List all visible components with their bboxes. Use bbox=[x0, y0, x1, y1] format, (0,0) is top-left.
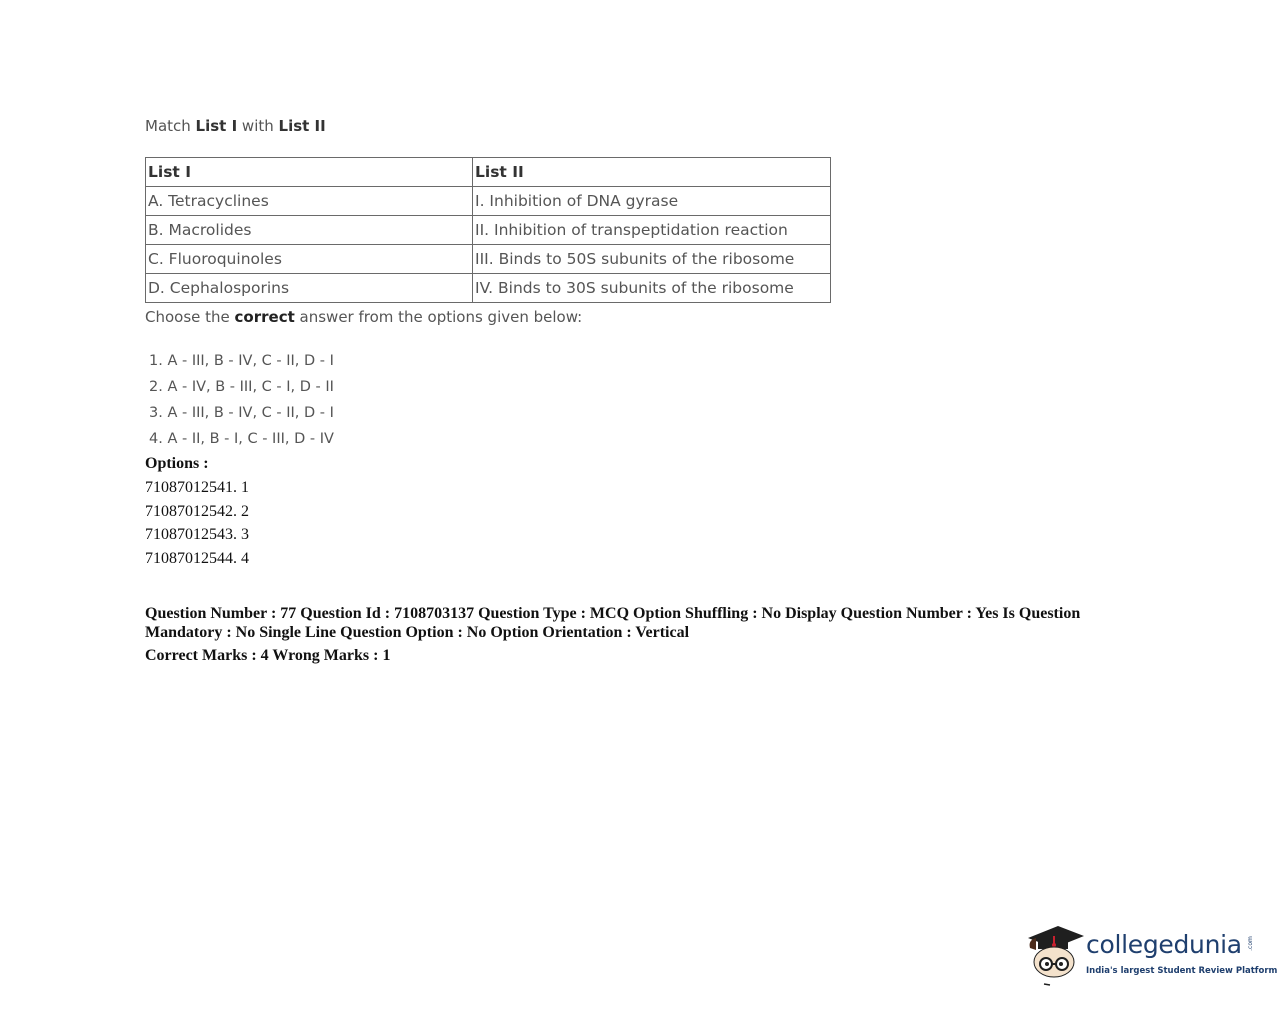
answer-option: 4. A - II, B - I, C - III, D - IV bbox=[149, 431, 334, 447]
option-id-item: 71087012542. 2 bbox=[145, 502, 249, 520]
list1-header: List I bbox=[146, 158, 473, 187]
list1-cell: D. Cephalosporins bbox=[146, 274, 473, 303]
logo-tagline: India's largest Student Review Platform bbox=[1086, 966, 1278, 976]
list2-cell: I. Inhibition of DNA gyrase bbox=[473, 187, 831, 216]
intro-prefix: Match bbox=[145, 117, 196, 135]
table-row bbox=[146, 274, 831, 303]
table-row bbox=[146, 187, 831, 216]
list2-cell: II. Inhibition of transpeptidation reaction bbox=[473, 216, 831, 245]
table-header-row bbox=[146, 158, 831, 187]
intro-list2: List II bbox=[278, 117, 326, 135]
answer-option: 1. A - III, B - IV, C - II, D - I bbox=[149, 353, 334, 369]
match-table bbox=[145, 157, 831, 303]
intro-list1: List I bbox=[195, 117, 238, 135]
list2-header: List II bbox=[473, 158, 831, 187]
marks-info: Correct Marks : 4 Wrong Marks : 1 bbox=[145, 647, 391, 664]
collegedunia-logo bbox=[1024, 918, 1278, 990]
option-id-item: 71087012543. 3 bbox=[145, 526, 249, 544]
choose-suffix: answer from the options given below: bbox=[294, 308, 583, 326]
option-id-list bbox=[145, 479, 249, 574]
list2-cell: IV. Binds to 30S subunits of the ribosome bbox=[473, 274, 831, 303]
logo-suffix: .com bbox=[1246, 936, 1254, 951]
question-metadata: Question Number : 77 Question Id : 7108703137 Question Type : MCQ Option Shuffling : No Display Question Number : Yes Is Question Mandatory : No Single Line Question Option : No Option Orientation : Vertical bbox=[145, 605, 1081, 641]
table-row bbox=[146, 216, 831, 245]
option-id-item: 71087012544. 4 bbox=[145, 550, 249, 568]
intro-mid: with bbox=[237, 117, 279, 135]
list1-cell: C. Fluoroquinoles bbox=[146, 245, 473, 274]
choose-instruction bbox=[145, 308, 582, 326]
list1-cell: A. Tetracyclines bbox=[146, 187, 473, 216]
mascot-icon bbox=[1024, 918, 1086, 990]
logo-wordmark: collegedunia bbox=[1086, 930, 1242, 959]
option-id-item: 71087012541. 1 bbox=[145, 479, 249, 496]
options-heading: Options : bbox=[145, 455, 209, 472]
list1-cell: B. Macrolides bbox=[146, 216, 473, 245]
list2-cell: III. Binds to 50S subunits of the ribosome bbox=[473, 245, 831, 274]
question-intro bbox=[145, 117, 326, 135]
answer-option: 3. A - III, B - IV, C - II, D - I bbox=[149, 405, 334, 421]
choose-prefix: Choose the bbox=[145, 308, 235, 326]
table-row bbox=[146, 245, 831, 274]
answer-option: 2. A - IV, B - III, C - I, D - II bbox=[149, 379, 334, 395]
answer-list bbox=[149, 351, 334, 455]
choose-bold: correct bbox=[234, 308, 295, 326]
